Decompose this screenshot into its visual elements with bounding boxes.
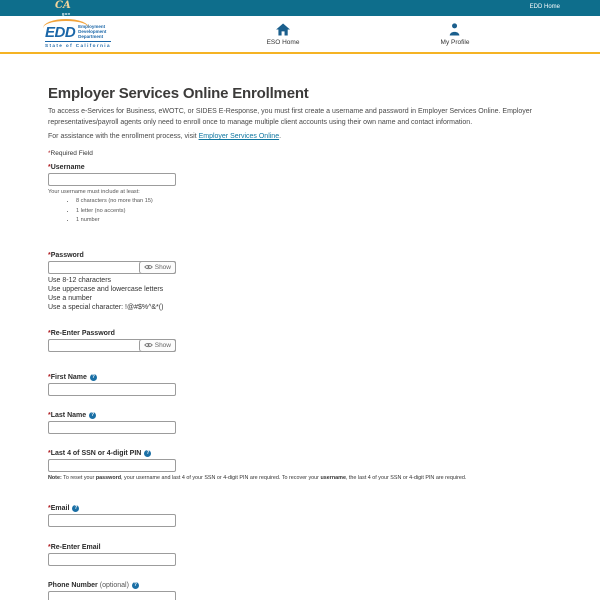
username-hints-list [48, 197, 555, 226]
ssn-pin-label: *Last 4 of SSN or 4-digit PIN ? [48, 449, 150, 457]
ssn-pin-help-icon[interactable]: ? [146, 450, 150, 457]
edd-logo-department-text: Employment Development Department [78, 24, 107, 39]
phone-input[interactable] [48, 591, 176, 600]
nav-item-eso-home-label: ESO Home [266, 39, 300, 46]
username-hint-title: Your username must include at least: [48, 189, 140, 195]
password-hint-item: Use 8-12 characters [48, 276, 112, 284]
ca-gov-logo-text: CA [55, 0, 71, 11]
utility-bar [0, 0, 600, 16]
email-help-icon[interactable]: ? [74, 505, 78, 512]
eye-icon [144, 264, 153, 270]
edd-home-link[interactable]: EDD Home [529, 4, 560, 10]
reenter-password-show-button[interactable] [139, 339, 176, 352]
reenter-password-field [48, 339, 176, 352]
email-label: *Email ? [48, 504, 78, 512]
eye-icon [144, 342, 153, 348]
person-icon [441, 23, 470, 37]
nav-item-my-profile-label: My Profile [440, 39, 470, 46]
edd-logo-tagline: State of California [45, 43, 111, 48]
edd-logo-acronym: EDD [45, 24, 76, 41]
employer-services-online-link[interactable]: Employer Services Online [198, 133, 280, 140]
first-name-help-icon[interactable]: ? [91, 374, 95, 381]
password-hints [48, 276, 555, 313]
ssn-pin-note: Note: To reset your password, your username and last 4 of your SSN or 4-digit PIN are required. To recover your username, the last 4 of your SSN or 4-digit PIN are required. [48, 474, 467, 481]
password-show-label: Show [154, 263, 171, 271]
password-hint-item: Use a number [48, 295, 92, 303]
assistance-line: For assistance with the enrollment process, visit Employer Services Online. [48, 133, 282, 140]
intro-paragraph: To access e-Services for Business, eWOTC, or SIDES E-Response, you must first create a username and password in Employer Services Online. Employer representatives/payroll agents only need to enroll once to manage multiple client accounts using their own name and contact information. [48, 108, 532, 126]
reenter-email-label: *Re-Enter Email [48, 543, 101, 551]
password-hint-item: Use uppercase and lowercase letters [48, 285, 164, 293]
first-name-input[interactable] [48, 383, 176, 396]
phone-help-icon[interactable]: ? [133, 582, 137, 589]
username-label: *Username [48, 164, 85, 171]
edd-logo[interactable] [45, 20, 111, 48]
ca-gov-logo[interactable] [55, 0, 71, 16]
ssn-pin-input[interactable] [48, 459, 176, 472]
main-nav [0, 16, 600, 54]
main-content [0, 86, 600, 600]
first-name-label: *First Name ? [48, 373, 95, 381]
home-icon [267, 23, 300, 37]
password-show-button[interactable] [139, 261, 176, 274]
password-hint-item: Use a special character: !@#$%^&*() [48, 304, 164, 312]
email-input[interactable] [48, 514, 176, 527]
phone-label: Phone Number (optional) ? [48, 581, 137, 589]
reenter-password-show-label: Show [154, 341, 171, 349]
reenter-email-input[interactable] [48, 553, 176, 566]
required-field-note: *Required Field [48, 150, 93, 157]
username-hint-item: • 1 letter (no accents) [76, 207, 555, 217]
last-name-help-icon[interactable]: ? [91, 412, 95, 419]
nav-item-eso-home[interactable] [267, 23, 300, 46]
password-field [48, 261, 176, 274]
page-title: Employer Services Online Enrollment [48, 85, 309, 102]
nav-item-my-profile[interactable] [441, 23, 470, 46]
username-hint-item: • 8 characters (no more than 15) [76, 197, 555, 207]
last-name-input[interactable] [48, 421, 176, 434]
ca-gov-logo-suffix: gov [62, 11, 71, 16]
username-hint-item: • 1 number [76, 216, 555, 226]
username-input[interactable] [48, 173, 176, 186]
reenter-password-label: *Re-Enter Password [48, 329, 115, 337]
last-name-label: *Last Name ? [48, 411, 95, 419]
password-label: *Password [48, 251, 84, 259]
